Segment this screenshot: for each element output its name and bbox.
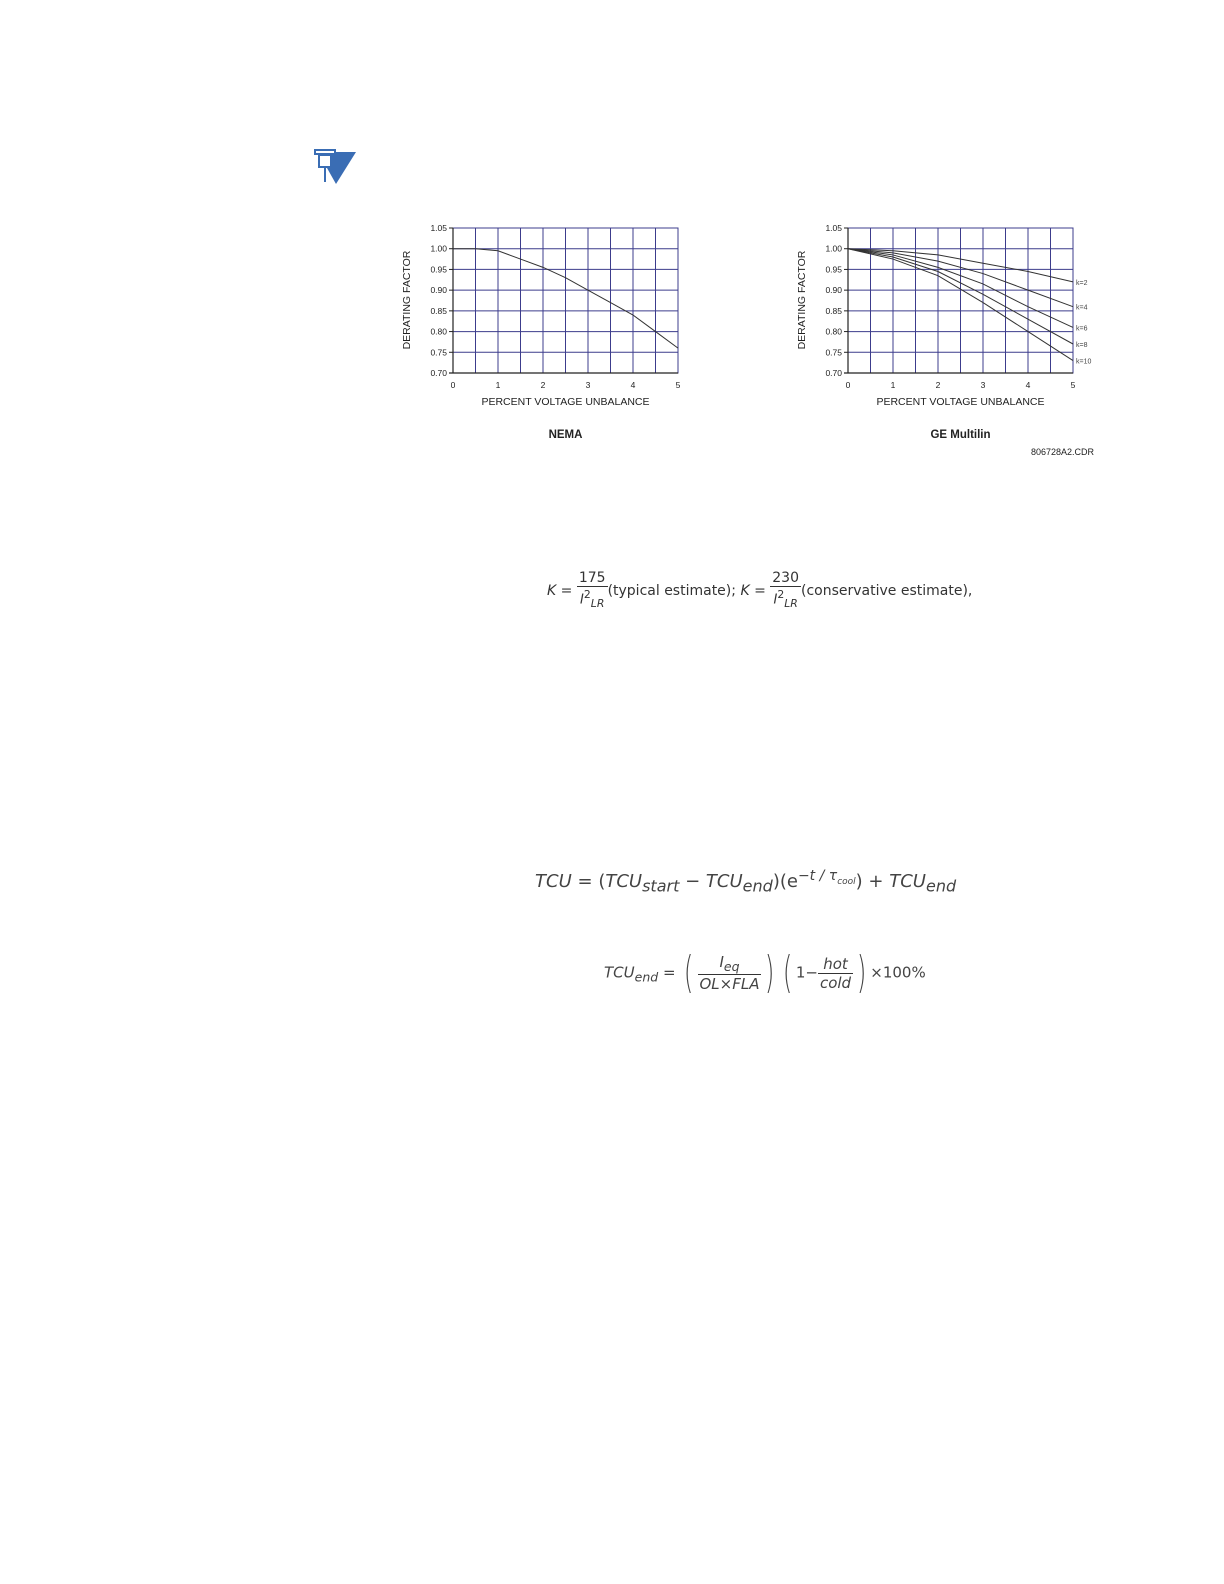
eq2-minus: − — [685, 871, 701, 892]
eq3-one-minus: 1− — [795, 963, 818, 982]
nema-xtick-label: 3 — [585, 380, 591, 390]
nema-ytick-label: 1.05 — [430, 223, 447, 233]
ge-xtick-label: 4 — [1025, 380, 1031, 390]
eq2-mid: )(e — [772, 871, 798, 892]
eq2-exp: −t / τ — [797, 868, 838, 884]
eq1-text2: (conservative estimate), — [801, 582, 973, 599]
eq1-k: K — [547, 582, 557, 599]
eq2-exp-sub: cool — [837, 876, 856, 887]
equation-tcu-end — [604, 947, 926, 998]
figure-code: 806728A2.CDR — [1030, 447, 1094, 457]
eq3-num1: $I_{eq}$ — [698, 953, 762, 975]
eq1-den2: $I^2_{LR}$ — [773, 588, 798, 610]
eq2-tail: ) + — [855, 871, 890, 892]
ge-ytick-label: 0.85 — [825, 305, 842, 316]
nema-ytick-label: 0.75 — [430, 347, 447, 358]
nema-xtick-label: 0 — [450, 380, 456, 390]
chart-ge-plot — [790, 218, 1120, 393]
ge-xtick-label: 3 — [980, 380, 986, 390]
ge-ytick-label: 1.05 — [825, 223, 842, 233]
eq2-start-sub: start — [642, 876, 680, 896]
ge-ytick-label: 0.70 — [825, 368, 842, 378]
eq2-eq: = — [577, 871, 593, 892]
ge-series-label: k=4 — [1076, 304, 1088, 312]
eq3-eq: = — [662, 963, 676, 982]
ge-xtick-label: 0 — [845, 380, 851, 390]
ge-series-label: k=8 — [1076, 342, 1088, 349]
eq3-lparen1: ( — [684, 947, 694, 998]
ge-ytick-label: 0.75 — [825, 347, 842, 358]
ge-xtick-label: 5 — [1070, 380, 1076, 390]
eq3-den1: OL×FLA — [699, 975, 760, 993]
eq3-frac1 — [698, 953, 762, 993]
ge-series-label: k=6 — [1076, 325, 1088, 333]
note-pin-icon — [312, 146, 360, 188]
eq2-end-sub: end — [742, 876, 773, 896]
ge-ytick-label: 0.90 — [825, 285, 842, 296]
chart-nema — [395, 218, 725, 468]
eq2-lparen: ( — [598, 871, 606, 892]
equation-tcu-decay — [535, 868, 956, 896]
eq1-frac2 — [770, 570, 801, 612]
nema-ytick-label: 0.95 — [430, 264, 447, 275]
eq2-tcu: TCU — [535, 871, 572, 892]
nema-ytick-label: 1.00 — [430, 243, 447, 254]
eq1-eq: = — [560, 582, 573, 599]
eq1-eq2: = — [754, 582, 766, 599]
nema-xtick-label: 5 — [675, 380, 681, 390]
eq3-rparen2: ) — [856, 947, 867, 998]
chart-ge-xlabel: PERCENT VOLTAGE UNBALANCE — [876, 396, 1045, 408]
equation-k-estimate — [547, 570, 972, 612]
eq3-rparen1: ) — [765, 947, 775, 998]
eq2-end-sub2: end — [925, 876, 957, 896]
eq2-tcu-end: TCU — [705, 871, 743, 892]
eq3-lparen2: ( — [782, 947, 792, 998]
nema-ytick-label: 0.80 — [430, 326, 447, 337]
chart-nema-ylabel: DERATING FACTOR — [401, 250, 413, 350]
eq3-num2: hot — [818, 955, 853, 974]
nema-ytick-label: 0.90 — [430, 285, 447, 296]
ge-ytick-label: 0.80 — [825, 326, 842, 337]
eq2-tcu-start: TCU — [605, 871, 643, 892]
nema-xtick-label: 2 — [540, 380, 546, 390]
ge-ytick-label: 0.95 — [825, 264, 842, 275]
eq1-den1: $I^2_{LR}$ — [580, 588, 605, 610]
eq3-frac2 — [818, 955, 853, 992]
chart-nema-title: NEMA — [548, 429, 583, 441]
ge-ytick-label: 1.00 — [825, 243, 842, 254]
nema-xtick-label: 4 — [630, 380, 636, 390]
eq3-lhs: TCU — [604, 963, 635, 982]
nema-ytick-label: 0.70 — [430, 368, 447, 378]
chart-nema-plot — [395, 218, 725, 393]
nema-xtick-label: 1 — [495, 380, 501, 390]
chart-nema-xlabel: PERCENT VOLTAGE UNBALANCE — [481, 396, 650, 408]
chart-ge — [790, 218, 1120, 468]
eq1-num2: 230 — [772, 570, 799, 586]
ge-series-label: k=10 — [1076, 358, 1092, 366]
eq1-k2: K — [740, 582, 750, 599]
eq1-text1: (typical estimate); — [607, 582, 736, 599]
eq3-den2: cold — [819, 973, 852, 992]
eq2-tcu-end2: TCU — [889, 871, 926, 892]
eq3-lhs-sub: end — [634, 969, 659, 985]
nema-ytick-label: 0.85 — [430, 305, 447, 316]
ge-series-label: k=2 — [1076, 279, 1088, 287]
ge-xtick-label: 2 — [935, 380, 941, 390]
eq1-frac1 — [577, 570, 608, 612]
eq3-tail: ×100% — [870, 963, 926, 982]
chart-ge-ylabel: DERATING FACTOR — [796, 250, 808, 350]
ge-xtick-label: 1 — [890, 380, 896, 390]
eq1-num1: 175 — [578, 570, 606, 586]
chart-ge-title: GE Multilin — [930, 429, 991, 441]
